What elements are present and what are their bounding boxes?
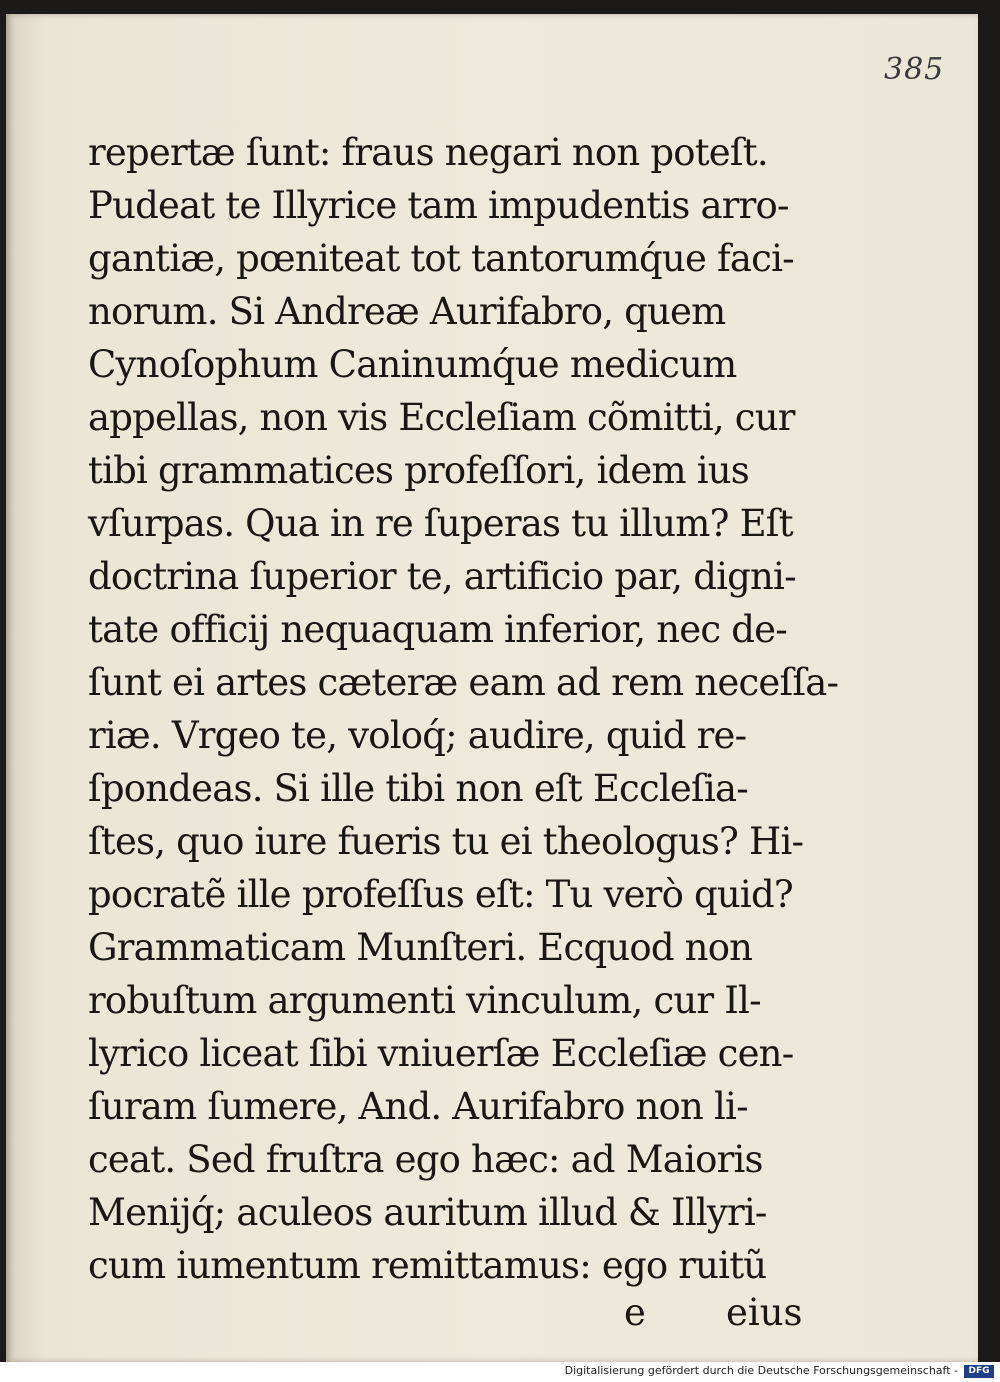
catchword-line (0, 1286, 1000, 1339)
signature-mark: e (624, 1291, 646, 1334)
text-line: lyrico liceat ſibi vniuerſæ Eccleſiæ cen- (88, 1032, 794, 1075)
text-block (88, 126, 839, 1292)
text-line: ſunt ei artes cæteræ eam ad rem neceſſa- (88, 661, 839, 704)
text-line: Grammaticam Munſteri. Ecquod non (88, 926, 753, 969)
catchword: eius (726, 1291, 803, 1334)
text-line: Cynoſophum Caninumq́ue medicum (88, 343, 737, 386)
text-line: pocratẽ ille profeſſus eſt: Tu verò quid? (88, 873, 793, 916)
book-page (6, 14, 978, 1362)
text-line: norum. Si Andreæ Aurifabro, quem (88, 290, 726, 333)
text-line: tibi grammatices profeſſori, idem ius (88, 449, 749, 492)
text-line: Menijq́; aculeos auritum illud & Illyri- (88, 1191, 767, 1234)
text-line: robuſtum argumenti vinculum, cur Il- (88, 979, 761, 1022)
text-line: appellas, non vis Eccleſiam cõmitti, cur (88, 396, 795, 439)
text-line: vſurpas. Qua in re ſuperas tu illum? Eſt (88, 502, 793, 545)
text-line: riæ. Vrgeo te, voloq́; audire, quid re- (88, 714, 747, 757)
text-line: tate officij nequaquam inferior, nec de- (88, 608, 787, 651)
text-line: gantiæ, pœniteat tot tantorumq́ue faci- (88, 237, 794, 280)
text-line: ceat. Sed fruſtra ego hæc: ad Maioris (88, 1138, 763, 1181)
text-line: ſtes, quo iure fueris tu ei theologus? Hi- (88, 820, 804, 863)
text-line: doctrina ſuperior te, artificio par, digni- (88, 555, 796, 598)
text-line: cum iumentum remittamus: ego ruitũ (88, 1244, 767, 1287)
text-line: ſuram ſumere, And. Aurifabro non li- (88, 1085, 748, 1128)
funding-credit: Digitalisierung gefördert durch die Deutsche Forschungsgemeinschaft - (564, 1364, 958, 1377)
footer-bar (0, 1362, 1000, 1382)
text-line: Pudeat te Illyrice tam impudentis arro- (88, 184, 789, 227)
text-line: ſpondeas. Si ille tibi non eſt Eccleſia- (88, 767, 748, 810)
dfg-logo: DFG (964, 1365, 994, 1378)
text-line: repertæ ſunt: fraus negari non poteſt. (88, 131, 768, 174)
folio-number: 385 (884, 52, 945, 87)
